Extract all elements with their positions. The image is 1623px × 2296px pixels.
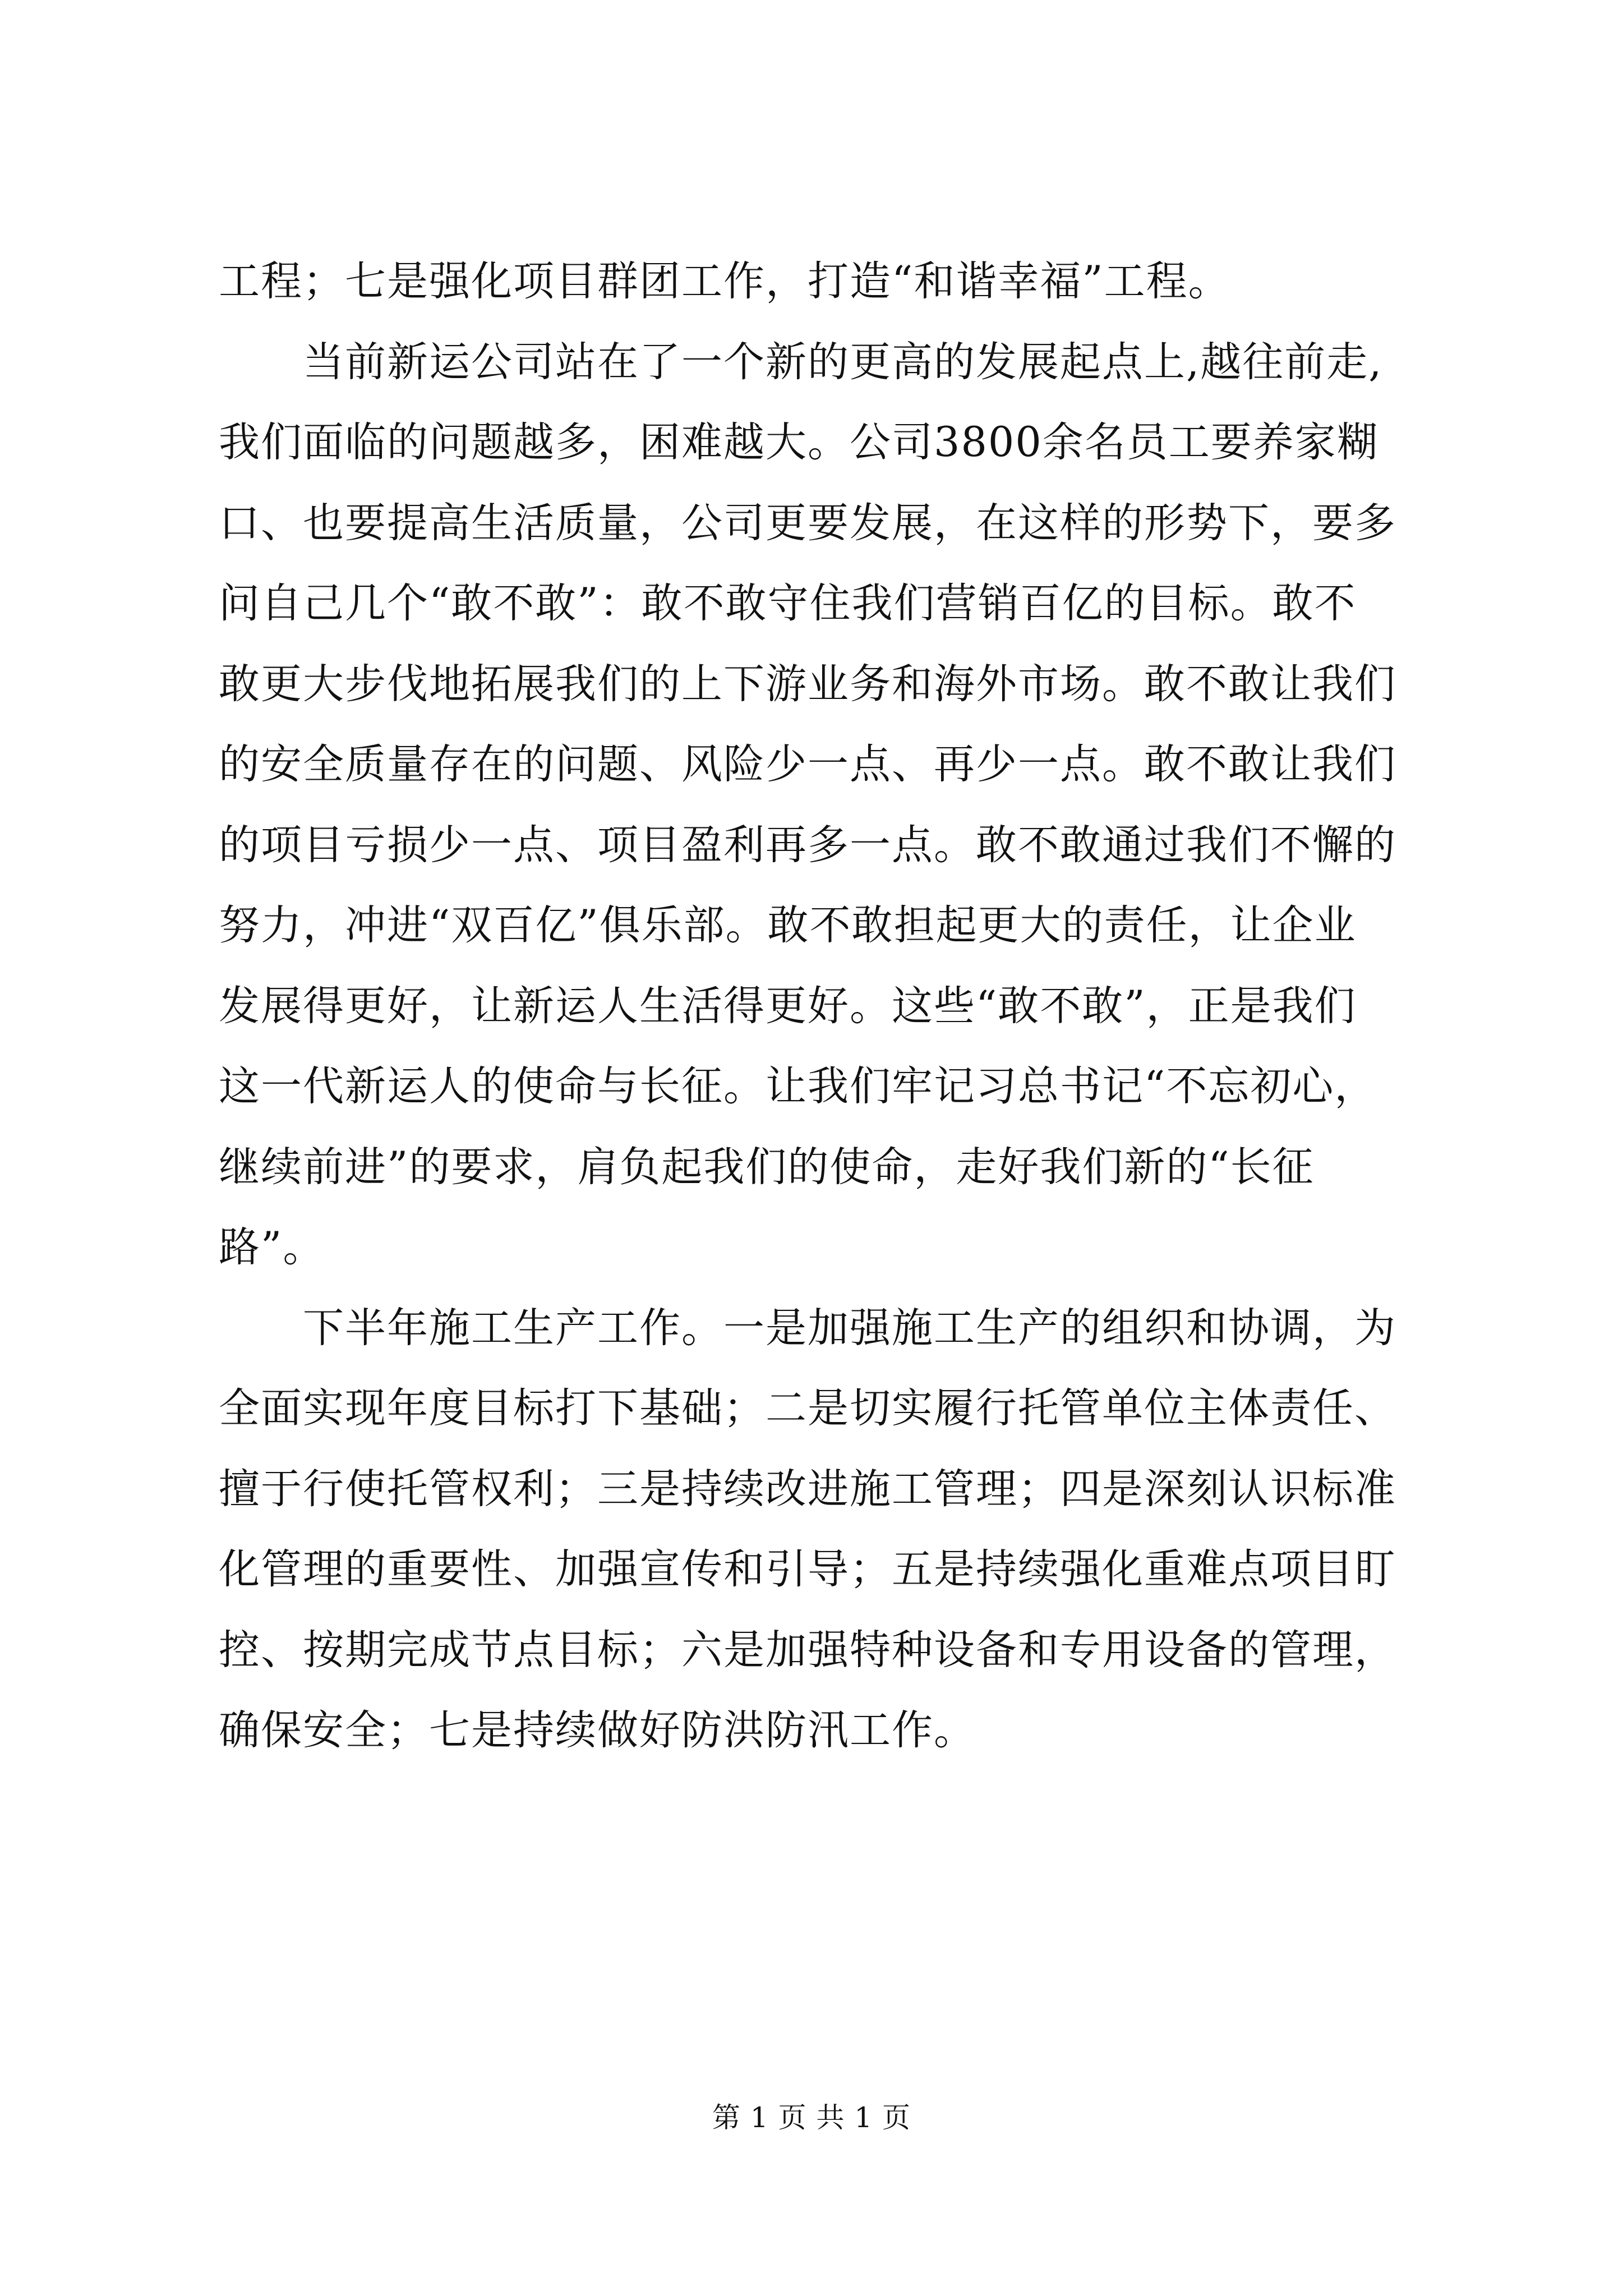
paragraph-start-line: 下半年施工生产工作。一是加强施工生产的组织和协调，为: [303, 1304, 1396, 1352]
document-body: [219, 241, 1481, 1771]
text-line: 的项目亏损少一点、项目盈利再多一点。敢不敢通过我们不懈的: [219, 821, 1396, 869]
text-line: 问自己几个“敢不敢”：敢不敢守住我们营销百亿的目标。敢不: [219, 579, 1357, 627]
text-line: 发展得更好，让新运人生活得更好。这些“敢不敢”，正是我们: [219, 982, 1357, 1030]
text-line: 化管理的重要性、加强宣传和引导；五是持续强化重难点项目盯: [219, 1545, 1396, 1593]
text-line: 努力，冲进“双百亿”俱乐部。敢不敢担起更大的责任，让企业: [219, 901, 1357, 949]
text-line: 继续前进”的要求，肩负起我们的使命，走好我们新的“长征: [219, 1143, 1315, 1191]
text-line: 口、也要提高生活质量，公司更要发展，在这样的形势下，要多: [219, 499, 1396, 547]
text-line: 敢更大步伐地拓展我们的上下游业务和海外市场。敢不敢让我们: [219, 660, 1396, 708]
text-line: 我们面临的问题越多，困难越大。公司3800余名员工要养家糊: [219, 418, 1379, 466]
text-line: 擅于行使托管权利；三是持续改进施工管理；四是深刻认识标准: [219, 1465, 1396, 1513]
text-line: 这一代新运人的使命与长征。让我们牢记习总书记“不忘初心，: [219, 1062, 1377, 1110]
text-line: 路”。: [219, 1223, 325, 1271]
paragraph-start-line: 当前新运公司站在了一个新的更高的发展起点上,越往前走,: [303, 338, 1383, 386]
page-number-footer: 第 1 页 共 1 页: [712, 2101, 911, 2134]
text-line: 控、按期完成节点目标；六是加强特种设备和专用设备的管理，: [219, 1626, 1396, 1674]
text-line: 工程；七是强化项目群团工作，打造“和谐幸福”工程。: [219, 257, 1230, 305]
text-line: 全面实现年度目标打下基础；二是切实履行托管单位主体责任、: [219, 1384, 1396, 1432]
text-line: 确保安全；七是持续做好防洪防汛工作。: [219, 1706, 976, 1754]
text-line: 的安全质量存在的问题、风险少一点、再少一点。敢不敢让我们: [219, 740, 1396, 788]
